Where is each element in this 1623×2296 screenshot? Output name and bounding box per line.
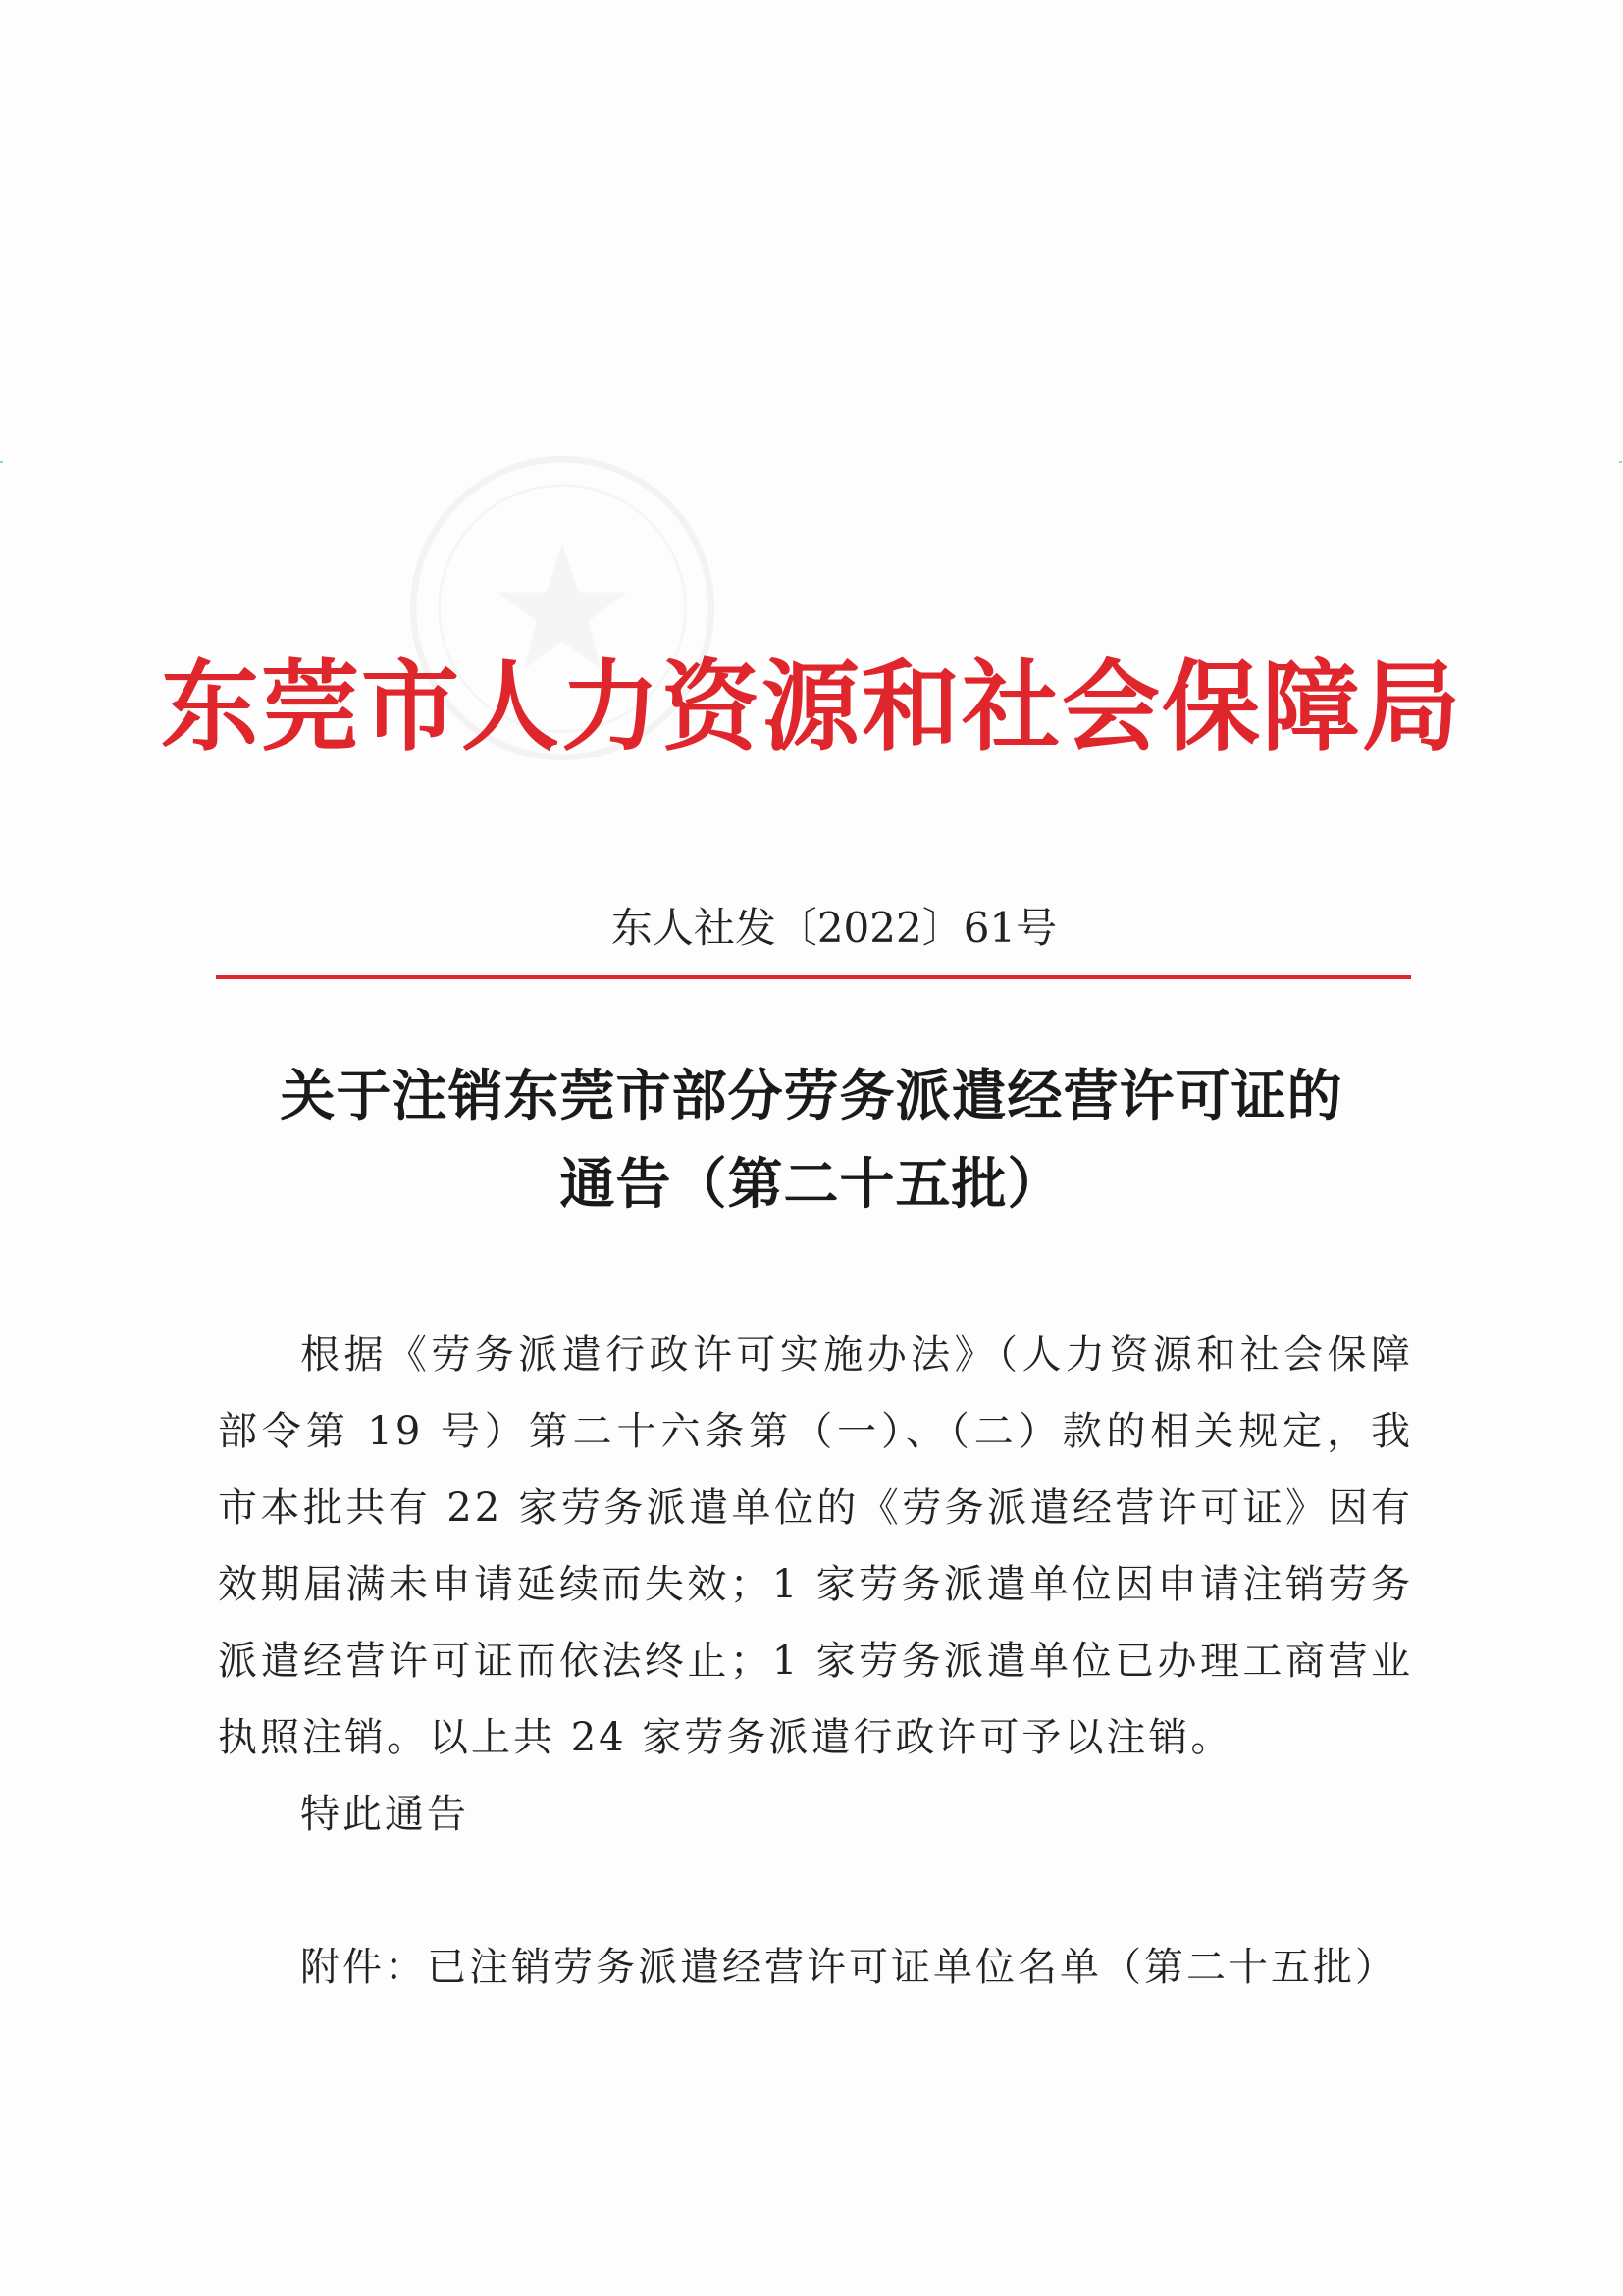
notice-title — [0, 1052, 1623, 1228]
header-divider — [216, 975, 1411, 979]
document-number: 东人社发〔2022〕61号 — [610, 904, 1058, 952]
body-line: 执照注销。以上共 24 家劳务派遣行政许可予以注销。 — [218, 1715, 1233, 1760]
body-line: 效期届满未申请延续而失效；1 家劳务派遣单位因申请注销劳务 — [218, 1562, 1413, 1607]
closing-statement: 特此通告 — [300, 1792, 469, 1837]
body-line: 市本批共有 22 家劳务派遣单位的《劳务派遣经营许可证》因有 — [218, 1486, 1413, 1531]
notice-body — [218, 1317, 1413, 1776]
notice-title-line-1: 关于注销东莞市部分劳务派遣经营许可证的 — [280, 1064, 1343, 1128]
scan-edge-mark — [0, 461, 3, 463]
scan-edge-mark — [1619, 461, 1622, 463]
attachment-note: 附件：已注销劳务派遣经营许可证单位名单（第二十五批） — [300, 1945, 1397, 1990]
notice-title-line-2: 通告（第二十五批） — [559, 1152, 1064, 1217]
body-line: 根据《劳务派遣行政许可实施办法》（人力资源和社会保障 — [300, 1332, 1413, 1378]
issuer-header: 东莞市人力资源和社会保障局 — [161, 649, 1462, 764]
body-line: 派遣经营许可证而依法终止；1 家劳务派遣单位已办理工商营业 — [218, 1639, 1413, 1684]
body-line: 部令第 19 号）第二十六条第（一）、（二）款的相关规定，我 — [218, 1409, 1413, 1454]
